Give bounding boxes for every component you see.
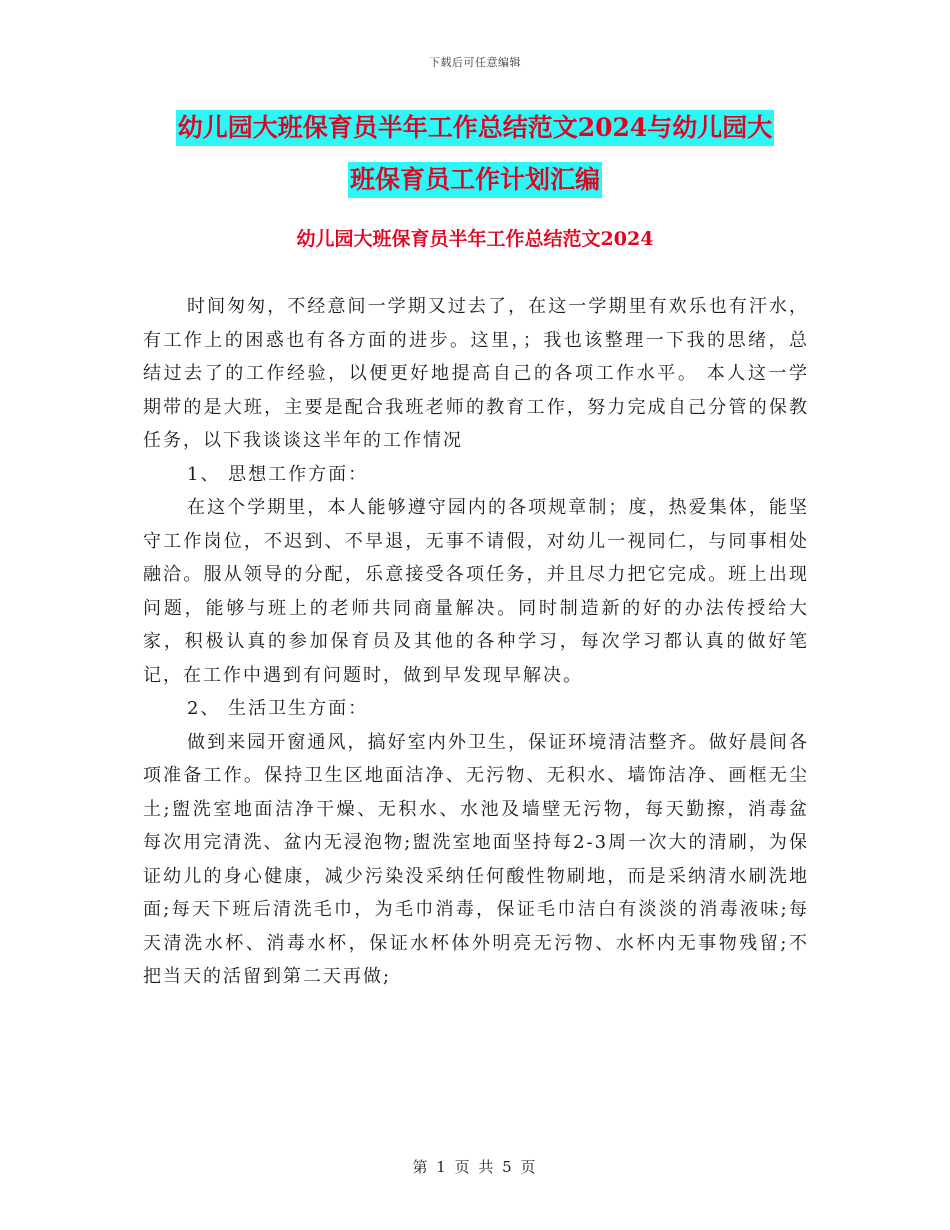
- document-body: [143, 290, 809, 994]
- paragraph-thought-work: 在这个学期里，本人能够遵守园内的各项规章制；度，热爱集体，能坚守工作岗位，不迟到、不早退，无事不请假，对幼儿一视同仁，与同事相处融洽。服从领导的分配，乐意接受各项任务，并且尽力把它完成。班上出现问题，能够与班上的老师共同商量解决。同时制造新的好的办法传授给大家，积极认真的参加保育员及其他的各种学习，每次学习都认真的做好笔记，在工作中遇到有问题时，做到早发现早解决。: [143, 497, 809, 686]
- paragraph-heading-1: 1、 思想工作方面：: [187, 463, 369, 485]
- page-footer: 第 1 页 共 5 页: [412, 1158, 538, 1176]
- page-header-note: 下载后可任意编辑: [429, 56, 521, 69]
- section-title: 幼儿园大班保育员半年工作总结范文2024: [296, 228, 654, 250]
- document-title-line-1: 幼儿园大班保育员半年工作总结范文2024与幼儿园大: [176, 110, 775, 146]
- document-title: [0, 110, 950, 198]
- paragraph-heading-2: 2、 生活卫生方面：: [187, 698, 369, 719]
- paragraph-hygiene: 做到来园开窗通风，搞好室内外卫生，保证环境清洁整齐。做好晨间各项准备工作。保持卫生区地面洁净、无污物、无积水、墙饰洁净、画框无尘土;盥洗室地面洁净干燥、无积水、水池及墙壁无污物，每天勤擦，消毒盆每次用完清洗、盆内无浸泡物;盥洗室地面坚持每2-3周一次大的清刷，为保证幼儿的身心健康，减少污染没采纳任何酸性物刷地，而是采纳清水刷洗地面;每天下班后清洗毛巾，为毛巾消毒，保证毛巾洁白有淡淡的消毒液味;每天清洗水杯、消毒水杯，保证水杯体外明亮无污物、水杯内无事物残留;不把当天的活留到第二天再做;: [143, 731, 809, 987]
- paragraph-intro: 时间匆匆，不经意间一学期又过去了，在这一学期里有欢乐也有汗水，有工作上的困惑也有各方面的进步。这里，；我也该整理一下我的思绪，总结过去了的工作经验，以便更好地提高自己的各项工作水平。 本人这一学期带的是大班，主要是配合我班老师的教育工作，努力完成自己分管的保教任务，以下我谈谈这半年的工作情况: [143, 296, 809, 451]
- document-title-line-2: 班保育员工作计划汇编: [348, 162, 602, 198]
